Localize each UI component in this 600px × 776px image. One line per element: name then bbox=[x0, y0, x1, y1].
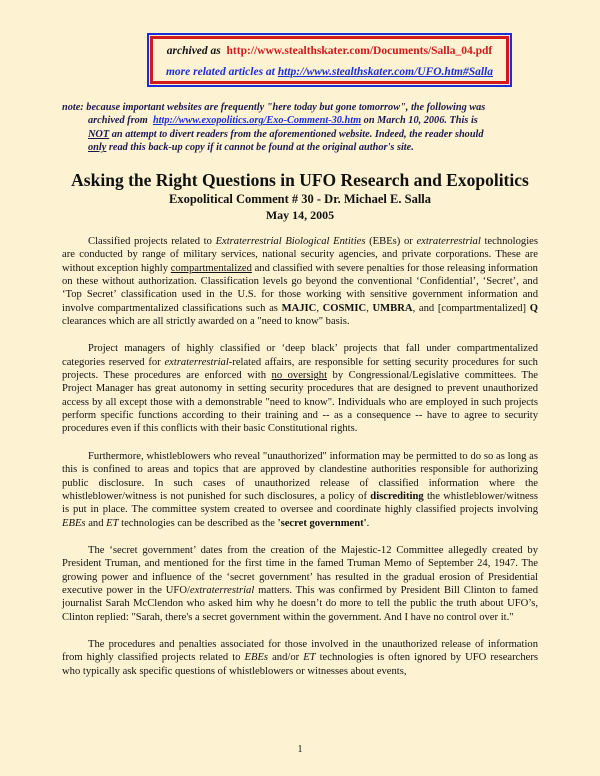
archive-line-1 bbox=[159, 41, 500, 62]
original-source-link[interactable]: http://www.exopolitics.org/Exo-Comment-30.htm bbox=[152, 115, 362, 127]
text-run: and/or bbox=[268, 652, 304, 664]
paragraph-4 bbox=[62, 544, 538, 624]
text-run: and bbox=[85, 517, 107, 529]
paragraph-1 bbox=[62, 235, 538, 328]
text-run-italic: Extraterrestrial Biological Entities bbox=[215, 236, 366, 247]
paragraph-5 bbox=[62, 638, 538, 678]
text-run-bold: discrediting bbox=[370, 490, 424, 502]
text-run: technologies can be described as the bbox=[118, 517, 278, 529]
text-run-bold: 'secret government' bbox=[277, 517, 367, 529]
article-subtitle: Exopolitical Comment # 30 - Dr. Michael E. Salla bbox=[168, 192, 432, 206]
text-run-italic: extraterrestrial bbox=[164, 356, 229, 368]
note-indented bbox=[62, 114, 540, 154]
text-run: Project managers of highly classified or ‘deep black’ projects that fall under compartmentalized categories reserved for bbox=[62, 343, 538, 368]
text-run-bold: MAJIC bbox=[281, 302, 317, 314]
text-run-bold: Q bbox=[529, 302, 539, 314]
article-body bbox=[62, 235, 538, 692]
note-archived-from: archived from bbox=[88, 115, 148, 127]
paragraph-2 bbox=[62, 342, 538, 435]
text-run-italic: extraterrestrial bbox=[189, 584, 255, 596]
text-run-italic: extraterrestrial bbox=[416, 236, 481, 247]
text-run-italic: EBEs bbox=[244, 652, 269, 664]
text-run: and classified with severe penalties for those releasing information on these without authorization. Classification levels go beyond the conventional ‘Confidential’, ‘Secret’, and ‘Top Secret’ classification used in the U.S. for those working with sensitive government information and involve compartmentalized classifications such as bbox=[62, 262, 538, 314]
text-run: The procedures and penalties associated for those involved in the unauthorized release of information from highly classified projects related to bbox=[62, 638, 538, 664]
note-line-4: read this back-up copy if it cannot be found at the original author's site. bbox=[106, 142, 414, 154]
text-run: the whistleblower/witness is put in place. The committee system created to oversee and coordinate highly classified projects involving bbox=[62, 490, 538, 516]
related-label: more related articles at bbox=[165, 66, 275, 78]
article-date: May 14, 2005 bbox=[265, 208, 335, 222]
text-run: Furthermore, whistleblowers who reveal "unauthorized" information may be permitted to do so as long as this is confined to areas and topics that are approved by clandestine authorities responsible for authorizing public disclosure. In such cases of unauthorized release of classified information where the whistleblower/witness is not punished for such disclosures, a policy of bbox=[62, 450, 538, 502]
archived-url[interactable]: http://www.stealthskater.com/Documents/Salla_04.pdf bbox=[226, 45, 493, 57]
text-run: , bbox=[366, 302, 373, 314]
text-run: clearances which are all strictly awarded on a "need to know" basis. bbox=[62, 316, 350, 328]
note-only: only bbox=[88, 142, 107, 154]
note-not: NOT bbox=[88, 128, 110, 140]
text-run: Classified projects related to bbox=[88, 236, 216, 247]
text-run-bold: COSMIC bbox=[322, 302, 367, 314]
text-run-underline: no oversight bbox=[271, 370, 328, 382]
text-run-bold: UMBRA bbox=[372, 302, 413, 314]
text-run: technologies is often ignored by UFO researchers who typically ask specific questions of whistleblowers or witnesses about events, bbox=[62, 652, 538, 677]
text-run-italic: ET bbox=[303, 652, 316, 664]
text-run-underline: compartmentalized bbox=[170, 262, 252, 274]
paragraph-3 bbox=[62, 450, 538, 530]
text-run: , bbox=[316, 302, 323, 314]
text-run: (EBEs) or bbox=[365, 236, 417, 247]
text-run: . bbox=[366, 517, 370, 529]
text-run: -related affairs, are responsible for setting security procedures for such projects. These procedures are enforced with bbox=[62, 356, 538, 382]
text-run: technologies are conducted by range of military services, national security agencies, and private corporations. These are without exception highly bbox=[62, 236, 538, 274]
archive-box bbox=[150, 36, 509, 84]
text-run: by Congressional/Legislative committees. The Project Manager has great autonomy in setting security procedures that are designed to prevent unauthorized access by all except those with a demonstrable "need to know". Individuals who are employed in such projects perform specific functions according to their training and -- as a consequence -- have to agree to security procedures even if this conflicts with their basic Constitutional rights. bbox=[62, 370, 538, 435]
text-run: , and [compartmentalized] bbox=[412, 302, 530, 314]
note-line-1: note: because important websites are frequently "here today but gone tomorrow", the following was bbox=[62, 102, 486, 113]
page-number: 1 bbox=[297, 744, 303, 755]
text-run-italic: ET bbox=[106, 517, 119, 529]
text-run-italic: EBEs bbox=[62, 517, 86, 529]
archive-note bbox=[62, 101, 540, 155]
related-link[interactable]: http://www.stealthskater.com/UFO.htm#Salla bbox=[277, 66, 494, 78]
archived-as-label: archived as bbox=[166, 45, 221, 57]
note-line-3: an attempt to divert readers from the aforementioned website. Indeed, the reader should bbox=[109, 128, 484, 140]
text-run: matters. This was confirmed by President Bill Clinton to famed journalist Sarah McClendon who asked him why he doesn’t do more to tell the public the truth about UFO’s, Clinton replied: "Sarah, there's a secret government within the government. And I have no control over it." bbox=[62, 584, 538, 623]
archive-line-2 bbox=[159, 62, 500, 83]
text-run: The ‘secret government’ dates from the creation of the Majestic-12 Committee allegedly created by President Truman, and mentioned for the first time in the famed Truman Memo of September 24, 1947. The growing power and influence of the ‘secret government’ has resulted in the gradual erosion of Presidential executive power in the UFO/ bbox=[62, 544, 538, 596]
article-title: Asking the Right Questions in UFO Research and Exopolitics bbox=[71, 170, 529, 190]
note-date: on March 10, 2006. This is bbox=[361, 115, 478, 127]
